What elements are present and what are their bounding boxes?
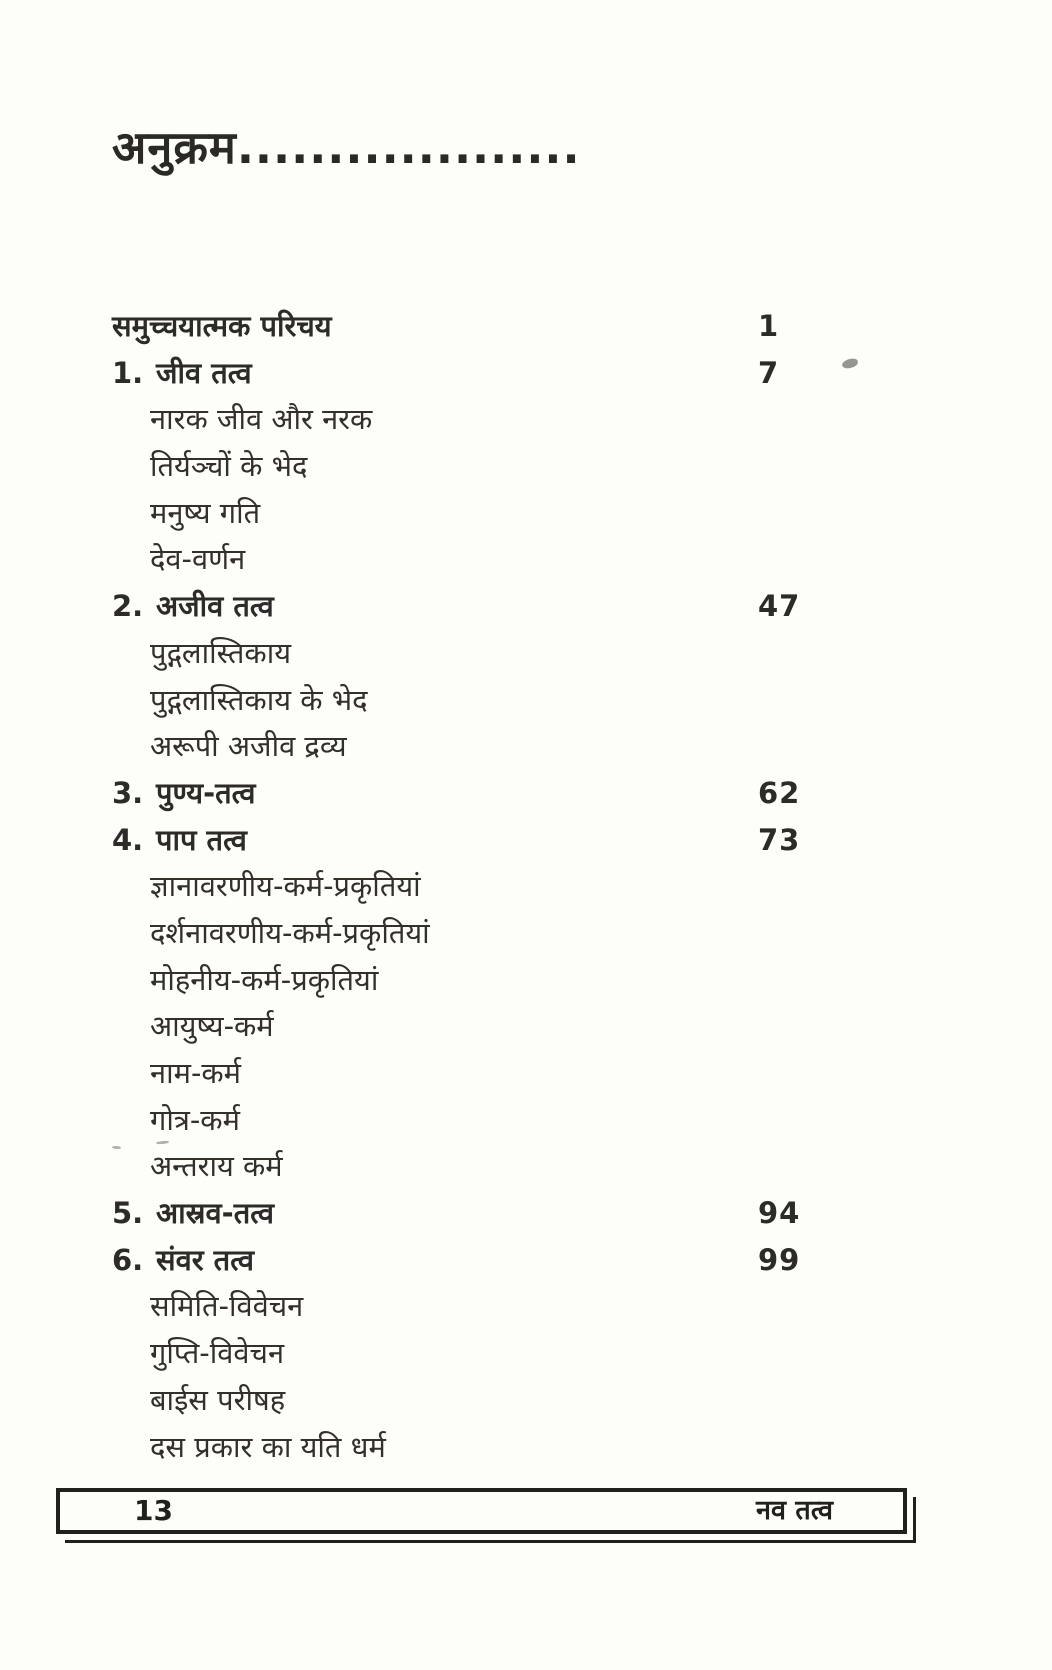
entry-label: समुच्चयात्मक परिचय [112,309,332,343]
entry-number: 5. [112,1196,144,1231]
entry-number: 6. [112,1242,144,1277]
toc-entry [112,303,892,350]
entry-label: पुद्गलास्तिकाय के भेद [150,682,368,717]
toc-subentry [112,1003,892,1050]
entry-label: देव-वर्णन [150,542,246,577]
entry-label: आयुष्य-कर्म [150,1009,274,1044]
entry-page-number: 7 [758,355,780,390]
entry-label: संवर तत्व [156,1242,255,1277]
entry-label: अरूपी अजीव द्रव्य [150,729,347,764]
footer-page-number: 13 [134,1494,173,1527]
toc-subentry [112,910,892,957]
entry-number: 2. [112,589,144,624]
toc-entry [112,817,892,864]
toc-entry [112,1190,892,1237]
entry-page-number: 1 [758,309,780,343]
footer-book-title: नव तत्व [756,1495,833,1526]
entry-label: गोत्र-कर्म [150,1102,240,1137]
toc-subentry [112,396,892,443]
entry-number: 1. [112,355,144,390]
toc-entry [112,1237,892,1284]
toc-subentry [112,723,892,770]
entry-label: पुण्य-तत्व [156,775,256,810]
entry-label: ज्ञानावरणीय-कर्म-प्रकृतियां [150,869,421,904]
toc-entry [112,583,892,630]
toc-subentry [112,1050,892,1097]
toc-subentry [112,677,892,724]
entry-label: दर्शनावरणीय-कर्म-प्रकृतियां [150,915,430,950]
table-of-contents [112,303,892,1470]
entry-label: दस प्रकार का यति धर्म [150,1429,386,1464]
toc-entry [112,350,892,397]
toc-entry [112,770,892,817]
entry-label: बाईस परीषह [150,1382,286,1417]
entry-label: अजीव तत्व [156,589,274,624]
toc-subentry [112,1330,892,1377]
entry-page-number: 94 [758,1196,801,1231]
entry-label: गुप्ति-विवेचन [150,1336,285,1371]
entry-number: 4. [112,822,144,857]
entry-page-number: 47 [758,589,801,624]
toc-subentry [112,1424,892,1471]
entry-label: पाप तत्व [156,822,247,857]
toc-subentry [112,957,892,1004]
entry-label: पुद्गलास्तिकाय [150,635,292,670]
footer-bar [56,1488,907,1534]
toc-subentry [112,1283,892,1330]
toc-subentry [112,443,892,490]
entry-page-number: 62 [758,775,801,810]
entry-label: मनुष्य गति [150,495,261,530]
toc-subentry [112,1377,892,1424]
page-title: अनुक्रम................... [112,121,581,174]
entry-label: समिति-विवेचन [150,1289,304,1324]
toc-subentry [112,1097,892,1144]
entry-label: नारक जीव और नरक [150,402,373,437]
toc-subentry [112,630,892,677]
entry-label: तिर्यञ्चों के भेद [150,449,308,484]
toc-subentry [112,863,892,910]
entry-label: आस्रव-तत्व [156,1196,275,1231]
entry-page-number: 99 [758,1242,801,1277]
entry-label: जीव तत्व [156,355,252,390]
entry-label: मोहनीय-कर्म-प्रकृतियां [150,962,379,997]
entry-page-number: 73 [758,822,801,857]
toc-subentry [112,1143,892,1190]
entry-label: नाम-कर्म [150,1056,242,1090]
entry-number: 3. [112,775,144,810]
toc-subentry [112,490,892,537]
toc-subentry [112,536,892,583]
entry-label: अन्तराय कर्म [150,1149,283,1184]
